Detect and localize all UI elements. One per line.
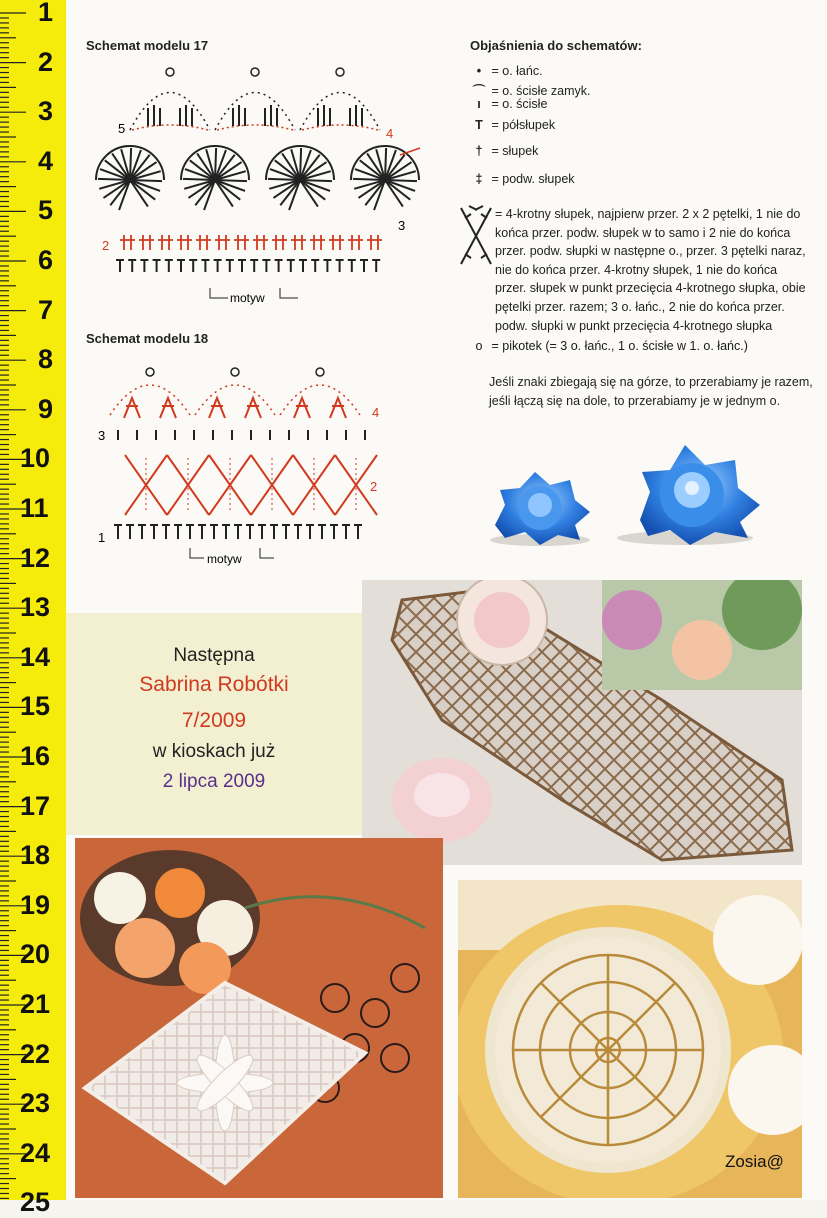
legend-item	[470, 118, 555, 132]
legend-text: = pikotek (= 3 o. łańc., 1 o. ścisłe w 1. o. łańc.)	[491, 339, 748, 353]
ruler-number: 21	[20, 989, 51, 1019]
photo-oval-doily	[75, 838, 443, 1198]
promo-issue: 7/2009	[181, 709, 247, 732]
ruler-number: 8	[38, 344, 54, 375]
photo-round-doily	[458, 880, 802, 1198]
crochet-diagram-18	[90, 360, 400, 575]
legend-text: = o. ścisłe zamyk.	[491, 84, 591, 98]
legend-text: = półsłupek	[491, 118, 556, 132]
quadruple-crochet-icon	[455, 204, 497, 268]
chain-symbol: •	[476, 64, 482, 78]
ruler-number: 5	[38, 195, 54, 226]
ruler-number: 12	[20, 542, 51, 573]
row-label-4: 4	[372, 405, 380, 420]
row-label-1: 1	[98, 530, 106, 545]
ruler-number: 4	[38, 145, 54, 176]
measuring-ruler	[0, 0, 67, 1218]
ruler-number: 18	[20, 840, 51, 871]
legend-text: = podw. słupek	[491, 172, 575, 186]
legend-item	[470, 97, 547, 111]
legend-item	[470, 172, 575, 186]
legend-item	[470, 144, 538, 158]
single-crochet-symbol: ı	[477, 97, 481, 111]
crochet-diagram-17	[90, 60, 430, 310]
note-text: Jeśli znaki zbiegają się na górze, to przerabiamy je razem, jeśli łączą się na dole, to przerabiamy je w jednym o.	[489, 375, 813, 408]
ruler-number: 3	[38, 96, 54, 127]
ruler-number: 9	[38, 393, 54, 424]
ruler-number: 17	[20, 790, 51, 821]
motif-label-18: motyw	[207, 552, 242, 566]
blue-rose-decorations	[480, 430, 780, 560]
treble-crochet-symbol: ‡	[475, 172, 483, 186]
legend-text: = słupek	[491, 144, 539, 158]
pikotek-legend	[470, 339, 748, 353]
row-label-4: 4	[386, 126, 394, 141]
long-symbol-text: = 4-krotny słupek, najpierw przer. 2 x 2 pętelki, 1 nie do końca przer. podw. słupek w to samo i 2 nie do końca przer. podw. słupki w następne o., przer. 3 pętelki naraz, nie do końca przer. 4-krotny słupek, 1 nie do końca przer. słupek w punkt przecięcia 4-krotnego słupka, obie pętelki przer. razem; 3 o. łańc., 2 nie do końca przer. podw. słupki w punkt przecięcia 4-krotnego słupka	[495, 207, 806, 333]
ruler-number: 6	[38, 245, 54, 275]
promo-line4: w kioskach już	[152, 741, 276, 762]
ruler-number: 15	[20, 691, 51, 722]
promo-date: 2 lipca 2009	[162, 771, 266, 792]
row-label-3: 3	[98, 428, 106, 443]
ruler-number: 23	[20, 1088, 51, 1119]
chart18-title: Schemat modelu 18	[86, 331, 209, 346]
legend-text: = o. ścisłe	[491, 97, 548, 111]
ruler-number: 22	[20, 1038, 51, 1069]
author-signature: Zosia@	[725, 1152, 784, 1171]
chart17-title: Schemat modelu 17	[86, 38, 209, 53]
row-label-3: 3	[398, 218, 406, 233]
next-issue-promo	[66, 613, 362, 835]
ruler-number: 25	[20, 1187, 51, 1218]
ruler-number: 1	[38, 0, 54, 27]
ruler-number: 16	[20, 741, 51, 771]
half-double-symbol: T	[475, 118, 483, 132]
ruler-number: 10	[20, 443, 51, 474]
legend-text: = o. łańc.	[491, 64, 543, 78]
promo-magazine-name: Sabrina Robótki	[139, 673, 289, 696]
ruler-number: 11	[20, 493, 49, 523]
legend-item	[470, 64, 543, 78]
row-label-5: 5	[118, 121, 126, 136]
ruler-number: 19	[20, 889, 51, 920]
promo-line1: Następna	[173, 645, 255, 666]
legend-title: Objaśnienia do schematów:	[470, 38, 642, 53]
ruler-number: 24	[20, 1137, 51, 1168]
ruler-number: 13	[20, 592, 51, 623]
ruler-number: 14	[20, 641, 51, 672]
row-label-2: 2	[102, 238, 110, 253]
motif-label-17: motyw	[230, 291, 265, 305]
picot-symbol: o	[475, 339, 483, 353]
photo-table-runner	[362, 580, 802, 865]
ruler-number: 7	[38, 294, 54, 325]
ruler-number: 20	[20, 939, 51, 970]
ruler-number: 2	[38, 46, 54, 77]
double-crochet-symbol: †	[475, 144, 483, 158]
slip-stitch-symbol: ⌒	[472, 84, 486, 98]
row-label-2: 2	[370, 479, 378, 494]
